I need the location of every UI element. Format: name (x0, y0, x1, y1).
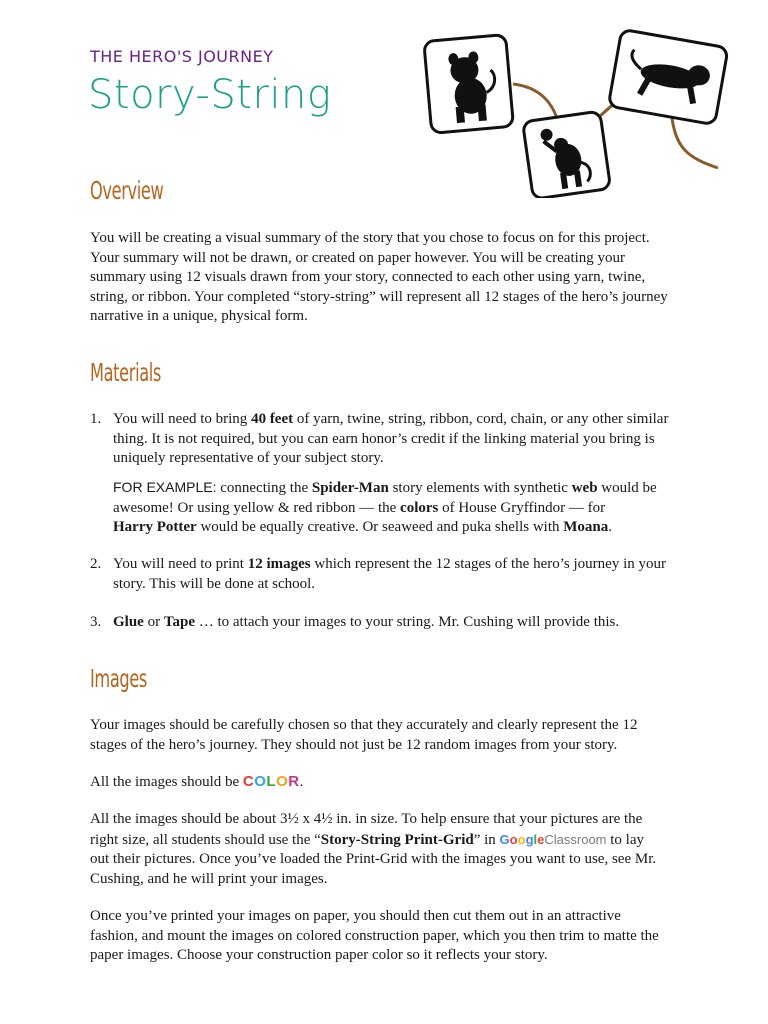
bold-text: Story-String Print-Grid (320, 831, 474, 848)
color-letter: L (266, 773, 277, 790)
overview-line: summary using 12 visuals drawn from your story, connected to each other using yarn, twine, (90, 269, 646, 286)
page-title: Story-String (88, 72, 332, 118)
bold-text: Moana (563, 519, 609, 536)
text: story. This will be done at school. (113, 575, 316, 592)
text: stages of the hero’s journey. They should not just be 12 random images from your story. (90, 736, 618, 753)
text: of yarn, twine, string, ribbon, cord, chain, or any other similar (293, 411, 669, 427)
materials-item-2 (90, 555, 730, 594)
color-letter: C (242, 773, 255, 790)
overview-heading: Overview (90, 176, 164, 205)
text: ” in (473, 831, 500, 848)
text: You will need to bring (113, 411, 252, 427)
baboon-holding-cub-icon (523, 111, 611, 198)
bold-text: colors (400, 499, 439, 516)
images-paragraph-3 (90, 810, 730, 889)
google-word (500, 832, 545, 847)
bold-text: Harry Potter (113, 519, 197, 536)
text: awesome! Or using yellow & red ribbon — the (113, 499, 401, 516)
text: or (143, 614, 164, 630)
images-heading: Images (90, 664, 148, 693)
text: out their pictures. Once you’ve loaded the Print-Grid with the images you want to use, see Mr. (90, 851, 657, 868)
images-paragraph-4 (90, 907, 730, 966)
text: uniquely representative of your subject story. (113, 450, 384, 467)
google-letter: o (517, 831, 526, 847)
bold-text: web (571, 480, 598, 496)
overview-line: string, or ribbon. Your completed “story-string” will represent all 12 stages of the hero’s journey (90, 288, 668, 305)
bold-text: 12 images (247, 556, 311, 572)
bold-text: Spider-Man (311, 480, 389, 496)
text: . (608, 519, 613, 536)
google-classroom-logo (500, 832, 607, 847)
text: story elements with synthetic (388, 480, 572, 496)
text: thing. It is not required, but you can earn honor’s credit if the linking material you bring is (113, 430, 655, 447)
color-letter: R (288, 773, 300, 790)
text: would be (597, 480, 657, 496)
color-word (243, 773, 300, 790)
text: Once you’ve printed your images on paper, you should then cut them out in an attractive (90, 908, 621, 924)
overview-line: narrative in a unique, physical form. (90, 308, 308, 325)
overview-line: You will be creating a visual summary of the story that you chose to focus on for this project. (90, 230, 650, 246)
text: All the images should be (90, 774, 243, 790)
google-letter: o (509, 831, 518, 847)
text: of House Gryffindor — for (438, 499, 606, 516)
string-line (672, 118, 718, 168)
classroom-word: Classroom (544, 831, 607, 847)
text: would be equally creative. Or seaweed and puka shells with (196, 519, 564, 536)
google-letter: l (533, 831, 538, 847)
lion-cub-icon (424, 35, 514, 134)
google-letter: e (537, 831, 545, 847)
text: Cushing, and he will print your images. (90, 870, 328, 887)
text: paper images. Choose your construction paper color so it reflects your story. (90, 947, 548, 964)
overview-paragraph (90, 229, 730, 327)
bold-text: Glue (113, 614, 144, 630)
color-letter: O (276, 773, 289, 790)
images-paragraph-1 (90, 716, 730, 755)
text: connecting the (216, 480, 312, 496)
images-paragraph-2 (90, 772, 730, 793)
color-letter: O (254, 773, 267, 790)
bold-text: Tape (163, 614, 195, 630)
text: fashion, and mount the images on colored construction paper, which you then trim to matte the (90, 927, 659, 944)
text: to lay (606, 831, 644, 848)
text: right size, all students should use the “ (90, 831, 321, 848)
list-number: 1. (90, 411, 102, 427)
example-label: FOR EXAMPLE: (113, 479, 217, 495)
text: All the images should be about 3½ x 4½ in. in size. To help ensure that your pictures are the (90, 811, 643, 827)
story-string-illustration (418, 28, 736, 198)
text: Your images should be carefully chosen so that they accurately and clearly represent the 12 (90, 717, 638, 733)
list-number: 2. (90, 556, 102, 572)
materials-heading: Materials (90, 358, 161, 387)
overview-line: Your summary will not be drawn, or created on paper however. You will be creating your (90, 249, 626, 266)
lion-running-icon (608, 29, 728, 125)
text: which represent the 12 stages of the hero’s journey in your (310, 556, 666, 572)
text: . (299, 774, 304, 790)
materials-item-1 (90, 410, 730, 469)
kicker-label: THE HERO'S JOURNEY (90, 47, 274, 66)
list-number: 3. (90, 614, 102, 630)
text: You will need to print (113, 556, 248, 572)
bold-text: 40 feet (251, 411, 294, 427)
text: … to attach your images to your string. Mr. Cushing will provide this. (194, 614, 620, 630)
google-letter: G (499, 831, 510, 847)
google-letter: g (525, 831, 534, 847)
materials-item-3 (90, 613, 730, 633)
example-block (113, 478, 723, 538)
